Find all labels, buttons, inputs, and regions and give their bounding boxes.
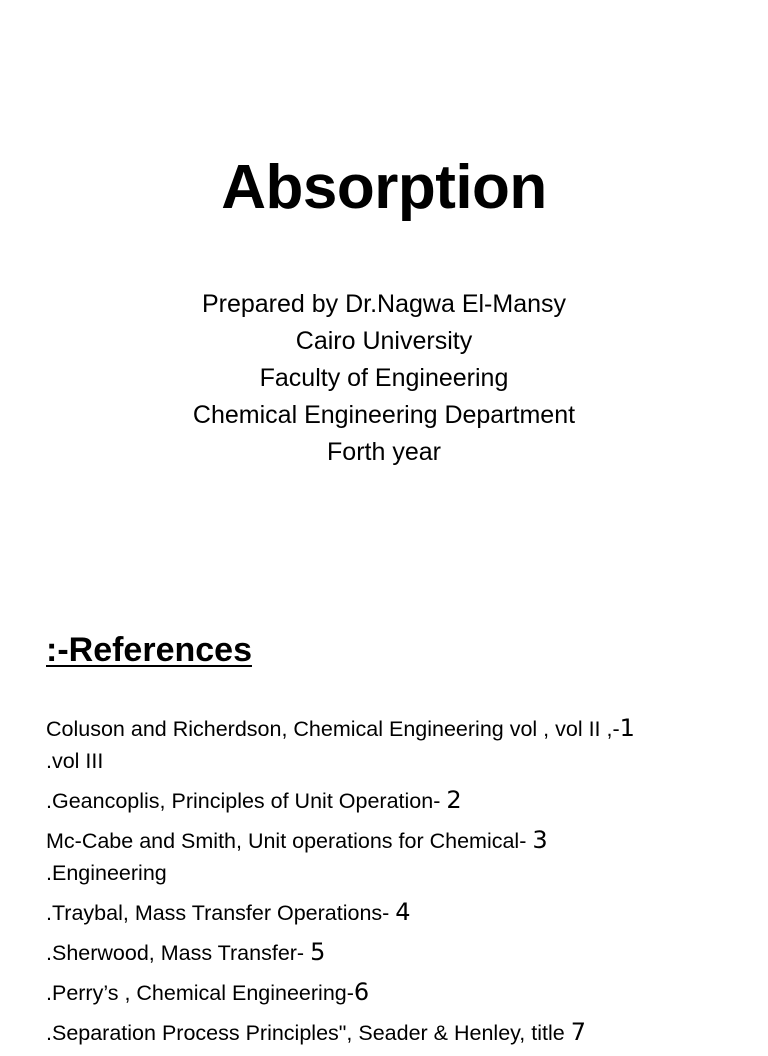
reference-number: 6 <box>353 978 370 1006</box>
slide-title: Absorption <box>221 153 547 222</box>
list-item <box>46 824 746 889</box>
reference-line <box>46 712 746 745</box>
list-item <box>46 784 746 817</box>
subtitle-department: Chemical Engineering Department <box>192 401 576 429</box>
list-item <box>46 712 746 777</box>
reference-line <box>46 896 746 929</box>
reference-number: 1 <box>619 714 635 742</box>
slide-subtitle <box>0 286 768 471</box>
reference-text: Coluson and Richerdson, Chemical Engineering vol , vol II ,- <box>46 717 620 741</box>
reference-number: 5 <box>310 938 326 966</box>
reference-number: 4 <box>395 898 411 926</box>
reference-line <box>46 824 746 857</box>
reference-number: 7 <box>570 1018 586 1046</box>
subtitle-university: Cairo University <box>295 327 473 355</box>
reference-continuation: .vol III <box>46 749 104 773</box>
subtitle-faculty: Faculty of Engineering <box>259 364 509 392</box>
reference-line <box>46 784 746 817</box>
reference-number: 2 <box>446 786 462 814</box>
reference-text: Mc-Cabe and Smith, Unit operations for Chemical- <box>46 829 533 853</box>
references-list <box>46 712 746 1056</box>
list-item <box>46 936 746 969</box>
reference-text: .Traybal, Mass Transfer Operations- <box>46 901 396 925</box>
subtitle-author: Prepared by Dr.Nagwa El-Mansy <box>201 290 567 318</box>
list-item <box>46 896 746 929</box>
reference-line <box>46 1016 746 1049</box>
reference-text: .Geancoplis, Principles of Unit Operation- <box>46 789 447 813</box>
reference-text: .Sherwood, Mass Transfer- <box>46 941 311 965</box>
references-heading: :-References <box>46 631 252 669</box>
reference-number: 3 <box>532 826 548 854</box>
list-item <box>46 976 746 1009</box>
list-item <box>46 1016 746 1049</box>
reference-continuation: .Engineering <box>46 861 167 885</box>
reference-text: .Perry’s , Chemical Engineering- <box>46 981 354 1005</box>
reference-text: .Separation Process Principles", Seader & Henley, title <box>46 1021 571 1045</box>
reference-line <box>46 936 746 969</box>
reference-line <box>46 976 746 1009</box>
subtitle-year: Forth year <box>327 438 441 466</box>
